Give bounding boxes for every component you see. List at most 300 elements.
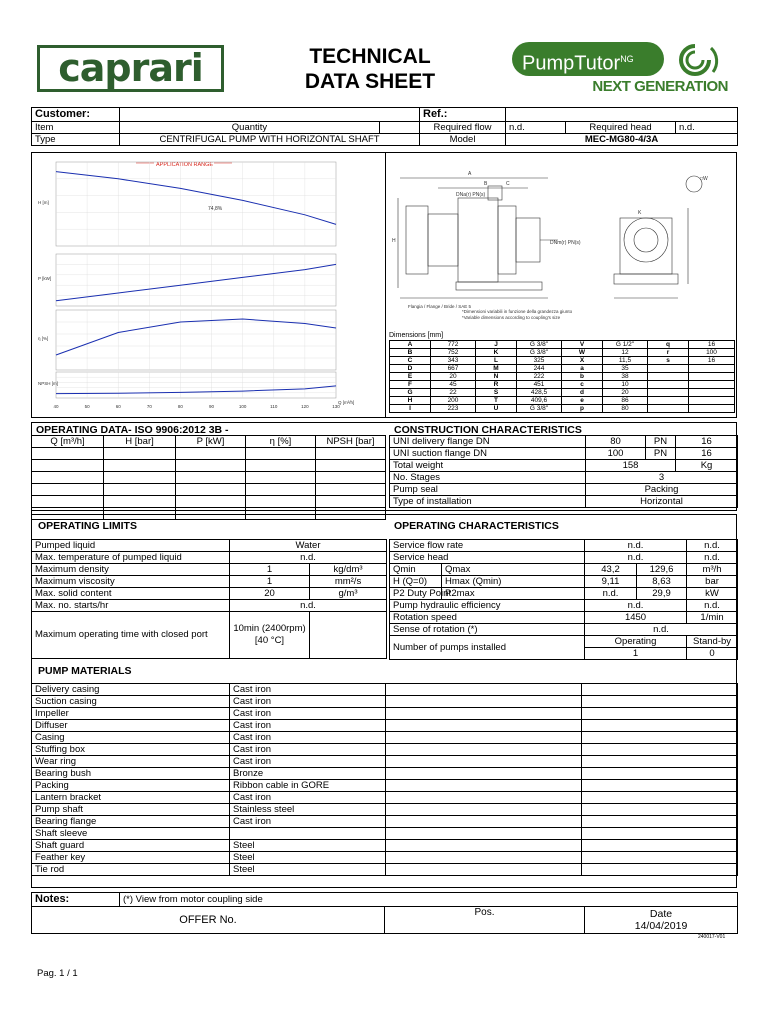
- p2max-label: P2max: [442, 588, 585, 600]
- pumptutor-logo: [512, 42, 732, 98]
- pump-materials-title: PUMP MATERIALS: [38, 665, 132, 677]
- rotation-speed-unit: 1/min: [687, 612, 738, 624]
- hmax-label: Hmax (Qmin): [442, 576, 585, 588]
- material-part: Bearing bush: [32, 768, 230, 780]
- item-label: Item: [32, 122, 120, 134]
- material-part: Delivery casing: [32, 684, 230, 696]
- qmax-label: Qmax: [442, 564, 585, 576]
- material-value: Cast iron: [230, 684, 386, 696]
- closed-port-label: Maximum operating time with closed port: [32, 612, 230, 659]
- limit-solid-label: Max. solid content: [32, 588, 230, 600]
- operating-data-title: OPERATING DATA- ISO 9906:2012 3B -: [36, 424, 229, 436]
- pos-label: Pos.: [385, 907, 585, 934]
- dimension-row: [390, 381, 735, 389]
- material-part: Lantern bracket: [32, 792, 230, 804]
- dimension-row: [390, 349, 735, 357]
- material-value: Steel: [230, 864, 386, 876]
- material-empty-cell: [582, 732, 738, 744]
- title-line-2: DATA SHEET: [304, 70, 436, 93]
- material-part: Diffuser: [32, 720, 230, 732]
- dimension-key: [648, 365, 689, 373]
- dimension-value: 325: [517, 357, 562, 365]
- standby-label: Stand-by: [687, 636, 738, 648]
- material-empty-cell: [386, 828, 582, 840]
- limit-temp-value: n.d.: [230, 552, 387, 564]
- dimension-key: d: [562, 389, 603, 397]
- seal-label: Pump seal: [390, 484, 586, 496]
- hmax-value: 8,63: [637, 576, 687, 588]
- dimension-key: J: [476, 341, 517, 349]
- material-part: Packing: [32, 780, 230, 792]
- customer-label: Customer:: [32, 108, 120, 122]
- operating-data-row: [32, 484, 386, 496]
- material-row: [32, 720, 738, 732]
- dimension-value: 428,5: [517, 389, 562, 397]
- model-value: MEC-MG80-4/3A: [506, 134, 738, 146]
- dimension-value: G 3/8": [517, 349, 562, 357]
- svg-text:H: H: [392, 238, 396, 244]
- limit-viscosity-unit: mm²/s: [310, 576, 387, 588]
- service-flow-value-1: n.d.: [585, 540, 687, 552]
- ref-label: Ref.:: [420, 108, 506, 122]
- limit-solid-unit: g/m³: [310, 588, 387, 600]
- material-value: Steel: [230, 840, 386, 852]
- rotation-sense-value: n.d.: [585, 624, 738, 636]
- service-flow-label: Service flow rate: [390, 540, 585, 552]
- service-flow-value-2: n.d.: [687, 540, 738, 552]
- limit-density-value: 1: [230, 564, 310, 576]
- dimension-row: [390, 341, 735, 349]
- dimension-value: 200: [431, 397, 476, 405]
- material-row: [32, 696, 738, 708]
- pump-dimension-drawing: [388, 158, 734, 330]
- dimension-value: 80: [603, 405, 648, 413]
- efficiency-label: Pump hydraulic efficiency: [390, 600, 585, 612]
- efficiency-value-1: n.d.: [585, 600, 687, 612]
- material-part: Tie rod: [32, 864, 230, 876]
- delivery-flange-pn: 16: [676, 436, 738, 448]
- operating-data-cell[interactable]: [176, 496, 246, 508]
- material-part: Pump shaft: [32, 804, 230, 816]
- material-part: Feather key: [32, 852, 230, 864]
- operating-data-cell[interactable]: [316, 484, 386, 496]
- dimension-key: q: [648, 341, 689, 349]
- suction-flange-label: UNI suction flange DN: [390, 448, 586, 460]
- operating-data-cell[interactable]: [104, 460, 176, 472]
- dimension-key: c: [562, 381, 603, 389]
- caprari-logo-text: caprari: [58, 46, 203, 90]
- material-empty-cell: [582, 864, 738, 876]
- p2-duty-value: n.d.: [585, 588, 637, 600]
- weight-label: Total weight: [390, 460, 586, 472]
- dimension-value: [689, 389, 735, 397]
- dimension-key: [648, 373, 689, 381]
- material-empty-cell: [582, 804, 738, 816]
- chart-y-label: NPSH [m]: [38, 381, 59, 386]
- construction-table: [389, 435, 738, 508]
- operating-data-cell[interactable]: [176, 484, 246, 496]
- suction-flange-pn: 16: [676, 448, 738, 460]
- limit-liquid-value: Water: [230, 540, 387, 552]
- operating-data-cell[interactable]: [32, 472, 104, 484]
- limit-liquid-label: Pumped liquid: [32, 540, 230, 552]
- qmax-value: 129,6: [637, 564, 687, 576]
- stages-value: 3: [586, 472, 738, 484]
- customer-value[interactable]: [120, 108, 420, 122]
- operating-data-cell[interactable]: [246, 472, 316, 484]
- efficiency-point-label: 74,8%: [208, 206, 223, 212]
- operating-data-cell[interactable]: [316, 472, 386, 484]
- type-label: Type: [32, 134, 120, 146]
- operating-data-cell[interactable]: [104, 496, 176, 508]
- material-empty-cell: [386, 852, 582, 864]
- dimension-key: T: [476, 397, 517, 405]
- dimension-key: K: [476, 349, 517, 357]
- swirl-icon: [667, 42, 723, 78]
- p2-unit: kW: [687, 588, 738, 600]
- closed-port-value: 10min (2400rpm) [40 °C]: [230, 612, 310, 659]
- installation-value: Horizontal: [586, 496, 738, 508]
- dimension-value: 222: [517, 373, 562, 381]
- application-range-label: APPLICATION RANGE: [156, 162, 214, 168]
- material-part: Wear ring: [32, 756, 230, 768]
- dimension-value: 20: [603, 389, 648, 397]
- dimension-key: I: [390, 405, 431, 413]
- material-empty-cell: [386, 792, 582, 804]
- pumps-installed-label: Number of pumps installed: [390, 636, 585, 660]
- dimension-value: 38: [603, 373, 648, 381]
- material-empty-cell: [582, 780, 738, 792]
- svg-text:B: B: [484, 181, 488, 187]
- dimension-value: 772: [431, 341, 476, 349]
- dimension-key: [648, 381, 689, 389]
- material-value: Cast iron: [230, 816, 386, 828]
- stages-label: No. Stages: [390, 472, 586, 484]
- material-part: Shaft sleeve: [32, 828, 230, 840]
- type-value: CENTRIFUGAL PUMP WITH HORIZONTAL SHAFT: [120, 134, 420, 146]
- material-row: [32, 864, 738, 876]
- operating-data-row: [32, 472, 386, 484]
- h-unit: bar: [687, 576, 738, 588]
- dimension-value: [689, 373, 735, 381]
- operating-data-header: η [%]: [246, 436, 316, 448]
- pumptutor-tagline: NEXT GENERATION: [592, 78, 728, 95]
- chart-x-tick: 120: [301, 404, 309, 409]
- svg-text:C: C: [506, 181, 510, 187]
- material-value: Stainless steel: [230, 804, 386, 816]
- h0-label: H (Q=0): [390, 576, 442, 588]
- delivery-flange-pn-label: PN: [646, 436, 676, 448]
- operating-data-table: [31, 435, 386, 520]
- material-part: Shaft guard: [32, 840, 230, 852]
- material-empty-cell: [386, 864, 582, 876]
- svg-text:K: K: [638, 210, 642, 216]
- rotation-speed-value: 1450: [585, 612, 687, 624]
- dimension-row: [390, 405, 735, 413]
- limit-viscosity-label: Maximum viscosity: [32, 576, 230, 588]
- operating-data-cell[interactable]: [104, 484, 176, 496]
- material-value: Cast iron: [230, 720, 386, 732]
- required-head-value: n.d.: [676, 122, 738, 134]
- operating-data-cell[interactable]: [316, 448, 386, 460]
- operating-data-row: [32, 496, 386, 508]
- limit-viscosity-value: 1: [230, 576, 310, 588]
- operating-data-cell[interactable]: [246, 448, 316, 460]
- required-head-label: Required head: [566, 122, 676, 134]
- dimension-key: X: [562, 357, 603, 365]
- required-flow-label: Required flow: [420, 122, 506, 134]
- chart-divider: [385, 152, 386, 418]
- suction-flange-pn-label: PN: [646, 448, 676, 460]
- weight-value: 158: [586, 460, 676, 472]
- title-line-1: TECHNICAL: [309, 45, 431, 68]
- dimension-key: V: [562, 341, 603, 349]
- dimensions-table: [389, 340, 735, 413]
- operating-data-cell[interactable]: [32, 484, 104, 496]
- chart-x-tick: 60: [115, 404, 121, 409]
- pumptutor-name: PumpTutor: [522, 52, 621, 75]
- material-row: [32, 684, 738, 696]
- operating-data-cell[interactable]: [316, 496, 386, 508]
- operating-value: 1: [585, 648, 687, 660]
- dimension-key: E: [390, 373, 431, 381]
- material-row: [32, 816, 738, 828]
- performance-curve: [56, 264, 336, 300]
- dimension-value: 343: [431, 357, 476, 365]
- chart-x-tick: 100: [238, 404, 247, 409]
- operating-data-cell[interactable]: [104, 448, 176, 460]
- dimension-value: 667: [431, 365, 476, 373]
- dimension-value: 409,6: [517, 397, 562, 405]
- dimension-row: [390, 373, 735, 381]
- dimension-key: a: [562, 365, 603, 373]
- dimension-value: [689, 405, 735, 413]
- material-part: Bearing flange: [32, 816, 230, 828]
- installation-label: Type of installation: [390, 496, 586, 508]
- quantity-label: Quantity: [120, 122, 380, 134]
- drawing-note-1: *Dimensioni variabili in funzione della grandezza giunto: [462, 309, 573, 314]
- operating-data-row: [32, 460, 386, 472]
- dimension-key: s: [648, 357, 689, 365]
- qmin-label: Qmin: [390, 564, 442, 576]
- dimension-key: F: [390, 381, 431, 389]
- material-row: [32, 744, 738, 756]
- weight-unit: Kg: [676, 460, 738, 472]
- seal-value: Packing: [586, 484, 738, 496]
- material-row: [32, 732, 738, 744]
- document-code: 240017-V01: [698, 934, 726, 940]
- dimension-key: M: [476, 365, 517, 373]
- p2max-value: 29,9: [637, 588, 687, 600]
- limit-density-label: Maximum density: [32, 564, 230, 576]
- material-row: [32, 840, 738, 852]
- material-empty-cell: [582, 756, 738, 768]
- dimension-value: G 1/2": [603, 341, 648, 349]
- ref-value[interactable]: [506, 108, 738, 122]
- dimension-key: B: [390, 349, 431, 357]
- page-number: Pag. 1 / 1: [37, 968, 78, 979]
- dimension-key: D: [390, 365, 431, 373]
- delivery-flange-dn: 80: [586, 436, 646, 448]
- pumptutor-sup: NG: [620, 54, 634, 64]
- material-part: Stuffing box: [32, 744, 230, 756]
- date-value: 14/04/2019: [634, 920, 688, 932]
- delivery-flange-label: UNI delivery flange DN: [390, 436, 586, 448]
- material-empty-cell: [582, 744, 738, 756]
- material-empty-cell: [582, 768, 738, 780]
- operating-data-cell[interactable]: [32, 448, 104, 460]
- dimension-key: L: [476, 357, 517, 365]
- operating-data-cell[interactable]: [246, 460, 316, 472]
- dimension-key: [648, 397, 689, 405]
- material-empty-cell: [386, 756, 582, 768]
- material-empty-cell: [582, 828, 738, 840]
- material-value: Cast iron: [230, 756, 386, 768]
- dimension-value: 35: [603, 365, 648, 373]
- dimension-key: R: [476, 381, 517, 389]
- model-label: Model: [420, 134, 506, 146]
- operating-characteristics-title: OPERATING CHARACTERISTICS: [394, 520, 559, 532]
- notes-table: [31, 892, 738, 934]
- qmin-value: 43,2: [585, 564, 637, 576]
- operating-data-cell[interactable]: [246, 496, 316, 508]
- dimension-key: H: [390, 397, 431, 405]
- limit-starts-label: Max. no. starts/hr: [32, 600, 230, 612]
- dimension-value: 22: [431, 389, 476, 397]
- material-row: [32, 852, 738, 864]
- dimension-key: [648, 405, 689, 413]
- material-row: [32, 792, 738, 804]
- dimension-value: [689, 365, 735, 373]
- dimension-value: 244: [517, 365, 562, 373]
- svg-text:DNa(r) PN(s): DNa(r) PN(s): [456, 192, 486, 198]
- date-label: Date: [649, 908, 673, 920]
- dimension-value: [689, 381, 735, 389]
- rotation-speed-label: Rotation speed: [390, 612, 585, 624]
- chart-x-tick: 70: [146, 404, 152, 409]
- dimension-value: 10: [603, 381, 648, 389]
- material-value: Cast iron: [230, 732, 386, 744]
- dimension-value: G 3/8": [517, 405, 562, 413]
- customer-table: [31, 107, 738, 146]
- dimension-value: 223: [431, 405, 476, 413]
- dimension-value: 451: [517, 381, 562, 389]
- dimension-key: [648, 389, 689, 397]
- material-empty-cell: [582, 792, 738, 804]
- operating-characteristics-table: [389, 539, 738, 660]
- dimension-row: [390, 389, 735, 397]
- material-empty-cell: [582, 708, 738, 720]
- chart-x-tick: 90: [209, 404, 215, 409]
- dimension-row: [390, 397, 735, 405]
- svg-text:A: A: [468, 171, 472, 177]
- material-empty-cell: [386, 804, 582, 816]
- dimension-row: [390, 357, 735, 365]
- operating-data-header: P [kW]: [176, 436, 246, 448]
- operating-data-cell[interactable]: [316, 460, 386, 472]
- material-row: [32, 780, 738, 792]
- operating-data-cell[interactable]: [246, 484, 316, 496]
- material-value: Steel: [230, 852, 386, 864]
- limit-temp-label: Max. temperature of pumped liquid: [32, 552, 230, 564]
- suction-flange-dn: 100: [586, 448, 646, 460]
- chart-x-tick: 50: [84, 404, 90, 409]
- material-row: [32, 828, 738, 840]
- dimension-key: e: [562, 397, 603, 405]
- chart-panel-frame: [56, 162, 336, 246]
- material-row: [32, 768, 738, 780]
- chart-x-tick: 40: [53, 404, 59, 409]
- dimension-key: N: [476, 373, 517, 381]
- notes-text: (*) View from motor coupling side: [120, 893, 738, 907]
- material-row: [32, 708, 738, 720]
- material-empty-cell: [386, 708, 582, 720]
- standby-value: 0: [687, 648, 738, 660]
- performance-curve: [56, 319, 336, 355]
- material-empty-cell: [386, 696, 582, 708]
- dimension-key: A: [390, 341, 431, 349]
- construction-title: CONSTRUCTION CHARACTERISTICS: [394, 424, 582, 436]
- operating-data-cell[interactable]: [176, 448, 246, 460]
- operating-data-header: Q [m³/h]: [32, 436, 104, 448]
- dimension-key: U: [476, 405, 517, 413]
- dimension-row: [390, 365, 735, 373]
- dimension-key: r: [648, 349, 689, 357]
- material-part: Casing: [32, 732, 230, 744]
- operating-data-row: [32, 448, 386, 460]
- operating-data-cell[interactable]: [176, 472, 246, 484]
- operating-data-cell[interactable]: [104, 472, 176, 484]
- material-empty-cell: [386, 720, 582, 732]
- q-unit: m³/h: [687, 564, 738, 576]
- dimension-value: 12: [603, 349, 648, 357]
- dimension-key: G: [390, 389, 431, 397]
- operating-data-header: H [bar]: [104, 436, 176, 448]
- p2-duty-label: P2 Duty Point: [390, 588, 442, 600]
- performance-chart: [36, 158, 376, 414]
- chart-x-tick: 80: [177, 404, 183, 409]
- required-flow-value: n.d.: [506, 122, 566, 134]
- chart-y-label: P [kW]: [38, 276, 52, 281]
- material-empty-cell: [386, 684, 582, 696]
- dimension-value: 752: [431, 349, 476, 357]
- service-head-value-2: n.d.: [687, 552, 738, 564]
- dimension-value: 86: [603, 397, 648, 405]
- material-value: Cast iron: [230, 708, 386, 720]
- material-empty-cell: [386, 840, 582, 852]
- dimension-value: 16: [689, 357, 735, 365]
- material-empty-cell: [582, 720, 738, 732]
- operating-data-cell[interactable]: [32, 496, 104, 508]
- material-empty-cell: [386, 780, 582, 792]
- operating-data-header: NPSH [bar]: [316, 436, 386, 448]
- operating-data-cell[interactable]: [32, 460, 104, 472]
- drawing-note-2: *Variable dimensions according to coupling's size: [462, 315, 561, 320]
- dimension-value: 16: [689, 341, 735, 349]
- limit-starts-value: n.d.: [230, 600, 387, 612]
- material-value: Cast iron: [230, 792, 386, 804]
- material-value: Cast iron: [230, 744, 386, 756]
- dimension-value: 45: [431, 381, 476, 389]
- operating-limits-title: OPERATING LIMITS: [38, 520, 137, 532]
- operating-data-cell[interactable]: [176, 460, 246, 472]
- material-empty-cell: [386, 744, 582, 756]
- material-empty-cell: [386, 732, 582, 744]
- service-head-value-1: n.d.: [585, 552, 687, 564]
- operating-limits-table: [31, 539, 387, 659]
- dimension-value: 100: [689, 349, 735, 357]
- page-title: [280, 44, 460, 94]
